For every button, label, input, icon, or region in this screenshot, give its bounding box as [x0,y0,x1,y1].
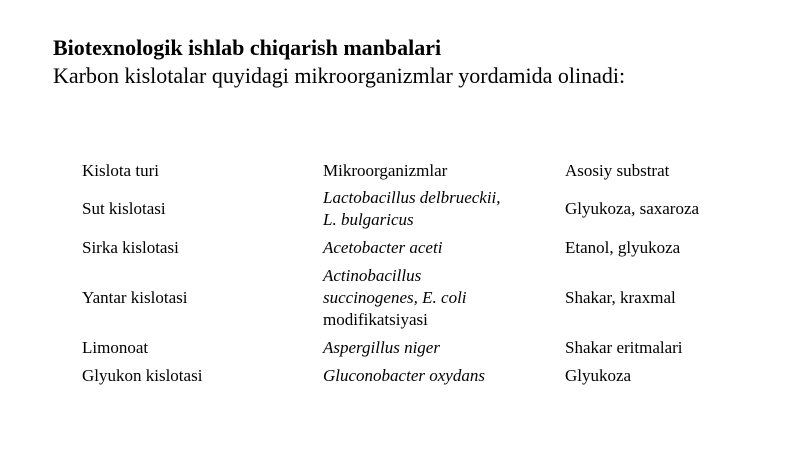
microorganism-line: Gluconobacter oxydans [323,366,485,385]
table-row [82,334,762,362]
microorganism-line: succinogenes, E. coli [323,288,467,307]
table-row [82,362,762,390]
header-microorganisms: Mikroorganizmlar [323,161,448,180]
table-header-row [82,158,762,184]
substrate-cell: Glyukoza, saxaroza [565,199,700,218]
title-block [53,34,783,90]
acid-name: Limonoat [82,338,149,357]
acid-table [82,158,762,390]
microorganism-line: Acetobacter aceti [323,238,443,257]
header-substrate: Asosiy substrat [565,161,670,180]
slide-heading: Biotexnologik ishlab chiqarish manbalari [53,35,442,60]
acid-name: Glyukon kislotasi [82,366,203,385]
header-acid-type: Kislota turi [82,161,159,180]
microorganism-cell [323,187,565,231]
microorganism-cell [323,337,565,359]
microorganism-line: Aspergillus niger [323,338,440,357]
substrate-cell: Etanol, glyukoza [565,238,681,257]
microorganism-line: L. bulgaricus [323,210,414,229]
table-row [82,234,762,262]
acid-name: Yantar kislotasi [82,288,188,307]
microorganism-line: Lactobacillus delbrueckii, [323,188,501,207]
slide-subheading: Karbon kislotalar quyidagi mikroorganizmlar yordamida olinadi: [53,63,626,88]
acid-name: Sut kislotasi [82,199,166,218]
substrate-cell: Glyukoza [565,366,632,385]
microorganism-line: modifikatsiyasi [323,310,428,329]
table-row [82,262,762,334]
microorganism-cell [323,237,565,259]
acid-name: Sirka kislotasi [82,238,179,257]
table-row [82,184,762,234]
microorganism-line: Actinobacillus [323,266,422,285]
substrate-cell: Shakar, kraxmal [565,288,676,307]
substrate-cell: Shakar eritmalari [565,338,683,357]
microorganism-cell [323,365,565,387]
microorganism-cell [323,265,565,331]
